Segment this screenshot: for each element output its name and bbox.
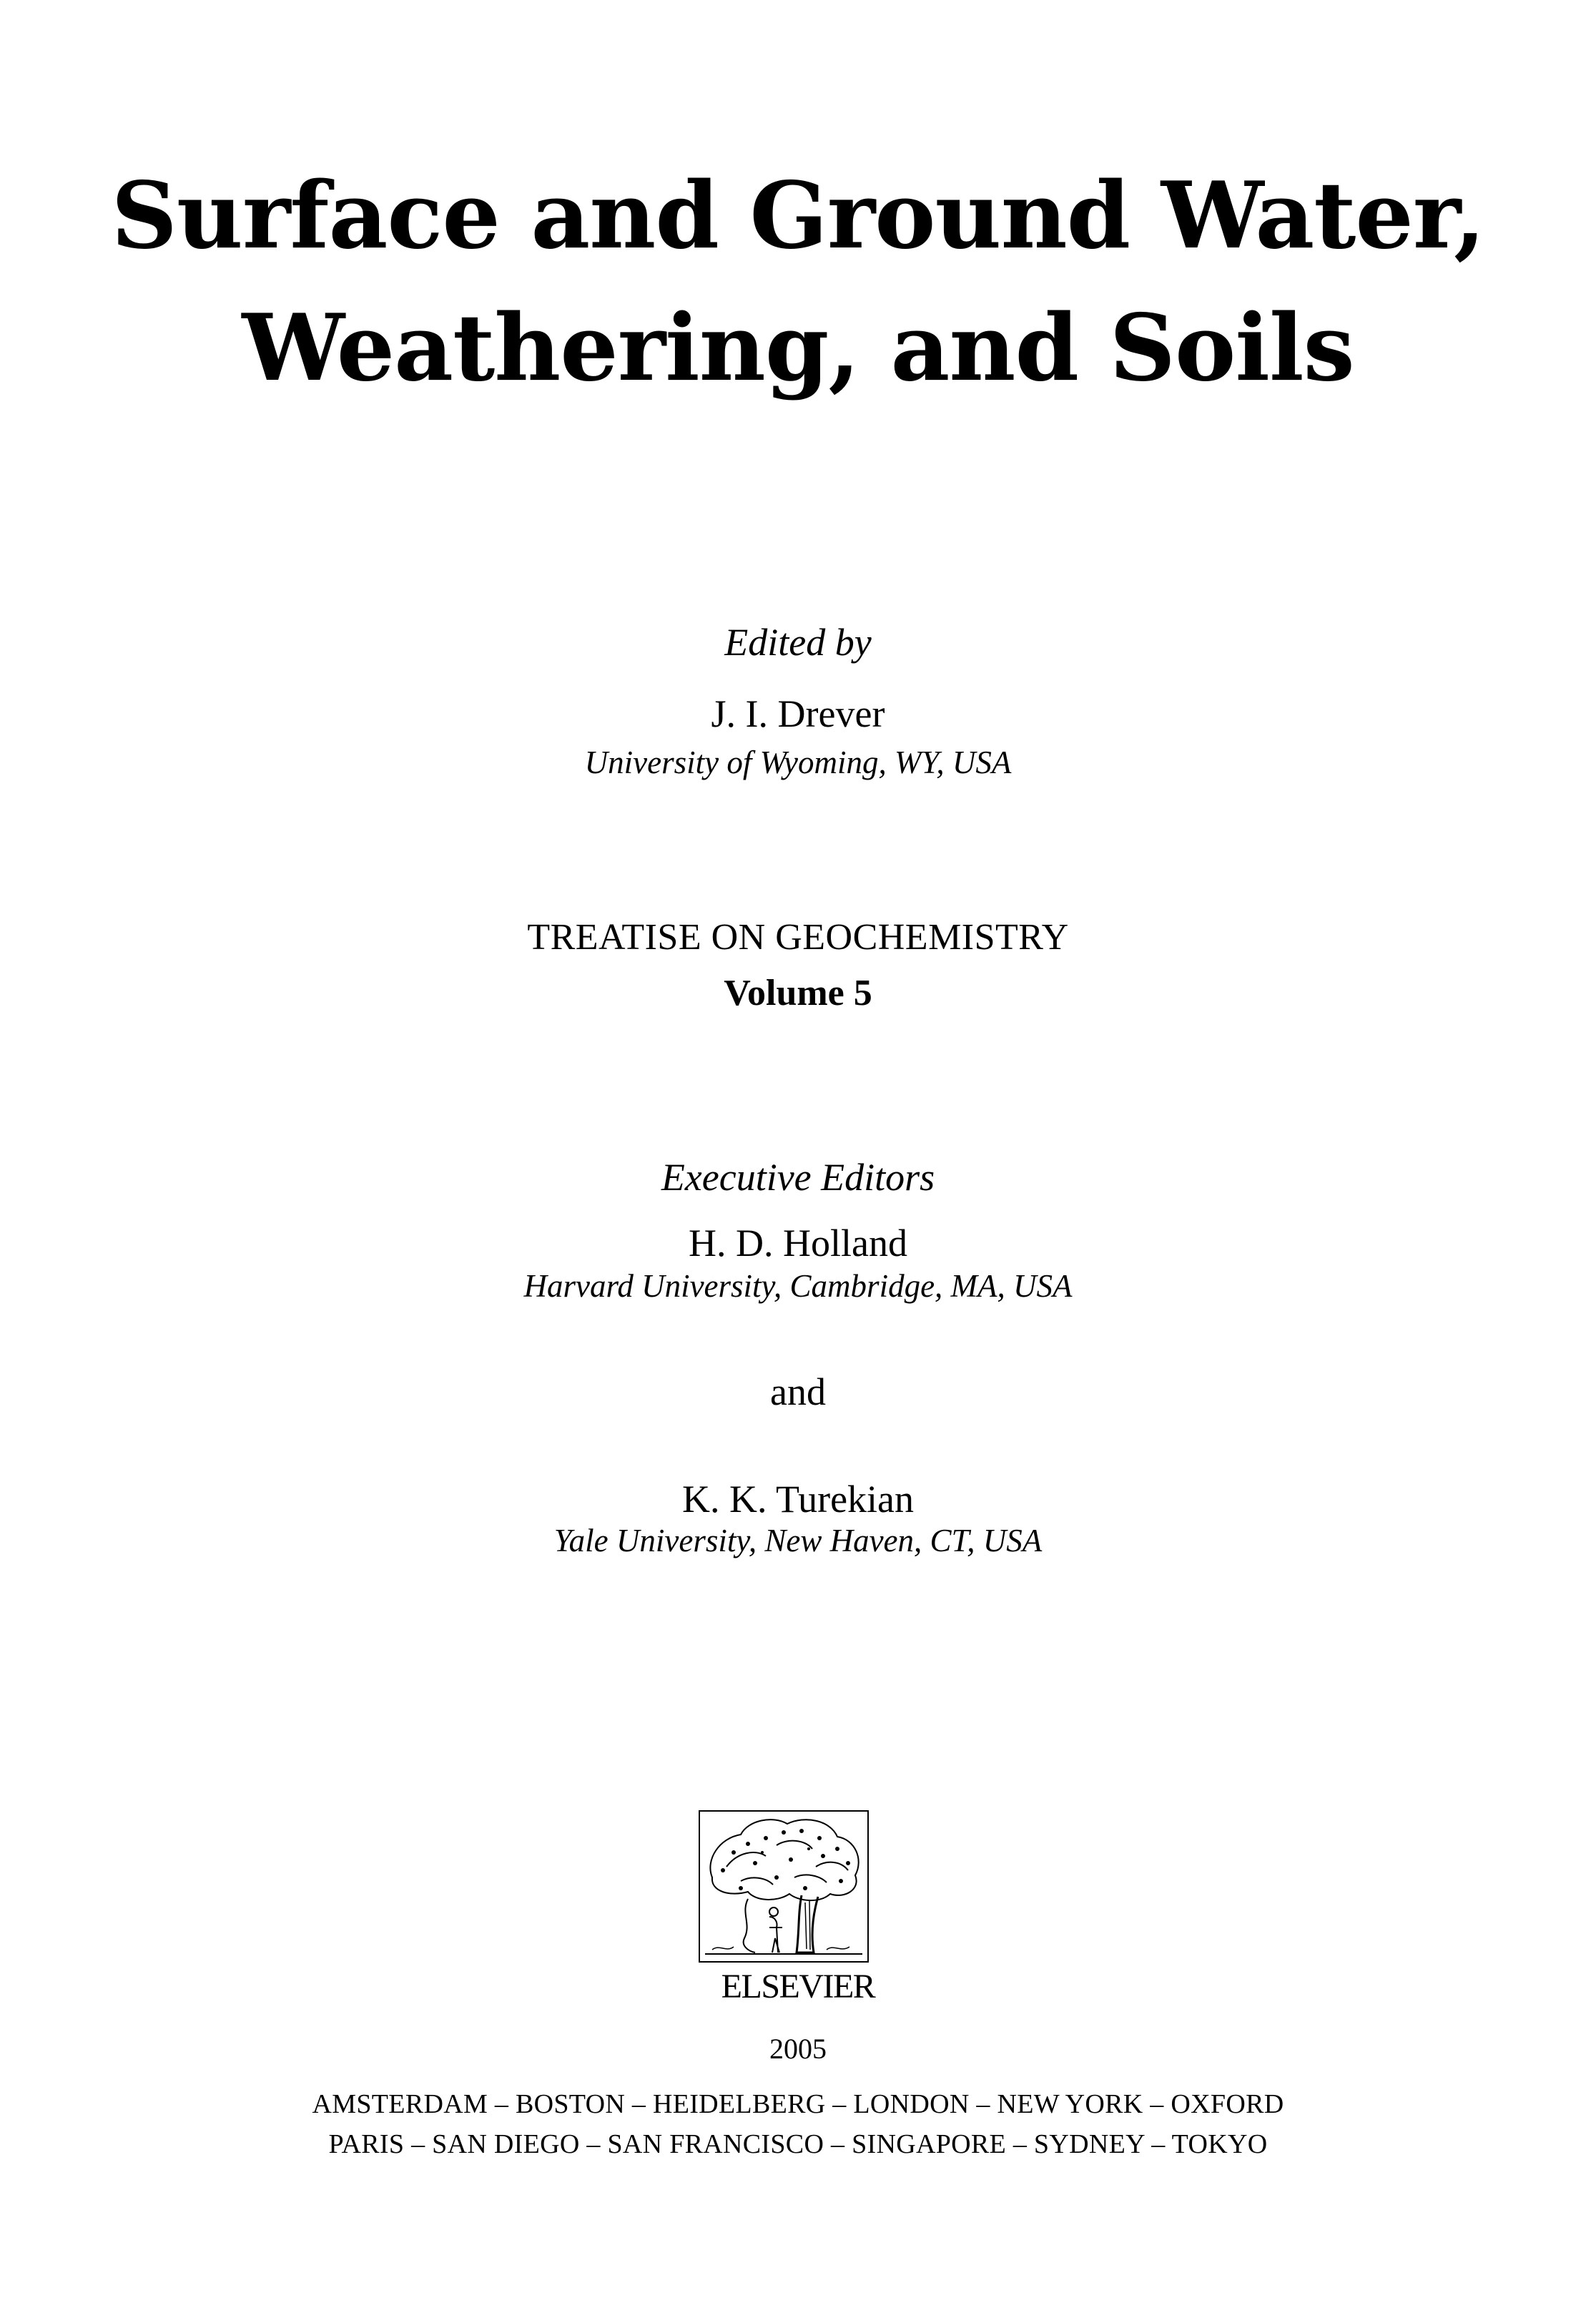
- executive-editor-affiliation-2: Yale University, New Haven, CT, USA: [553, 1523, 1043, 1558]
- publication-year: 2005: [769, 2033, 827, 2065]
- publisher-cities-line-2: PARIS – SAN DIEGO – SAN FRANCISCO – SINGAPORE – SYDNEY – TOKYO: [328, 2129, 1268, 2159]
- elsevier-tree-logo-icon: [698, 1810, 870, 1963]
- editor-name: J. I. Drever: [711, 692, 885, 735]
- edited-by-label: Edited by: [724, 621, 872, 664]
- editor-affiliation: University of Wyoming, WY, USA: [584, 745, 1012, 780]
- book-title-line-1: Surface and Ground Water,: [111, 162, 1485, 270]
- executive-editors-label: Executive Editors: [661, 1156, 935, 1199]
- publisher-cities-line-1: AMSTERDAM – BOSTON – HEIDELBERG – LONDON – NEW YORK – OXFORD: [312, 2089, 1284, 2119]
- editors-conjunction: and: [770, 1370, 826, 1413]
- publisher-name: ELSEVIER: [721, 1968, 875, 2005]
- executive-editor-name-2: K. K. Turekian: [681, 1478, 915, 1521]
- book-title-line-2: Weathering, and Soils: [242, 295, 1354, 402]
- executive-editor-affiliation-1: Harvard University, Cambridge, MA, USA: [523, 1268, 1073, 1304]
- series-name: TREATISE ON GEOCHEMISTRY: [527, 917, 1069, 958]
- volume-number: Volume 5: [724, 973, 872, 1013]
- executive-editor-name-1: H. D. Holland: [689, 1222, 907, 1265]
- book-title: [0, 150, 1596, 415]
